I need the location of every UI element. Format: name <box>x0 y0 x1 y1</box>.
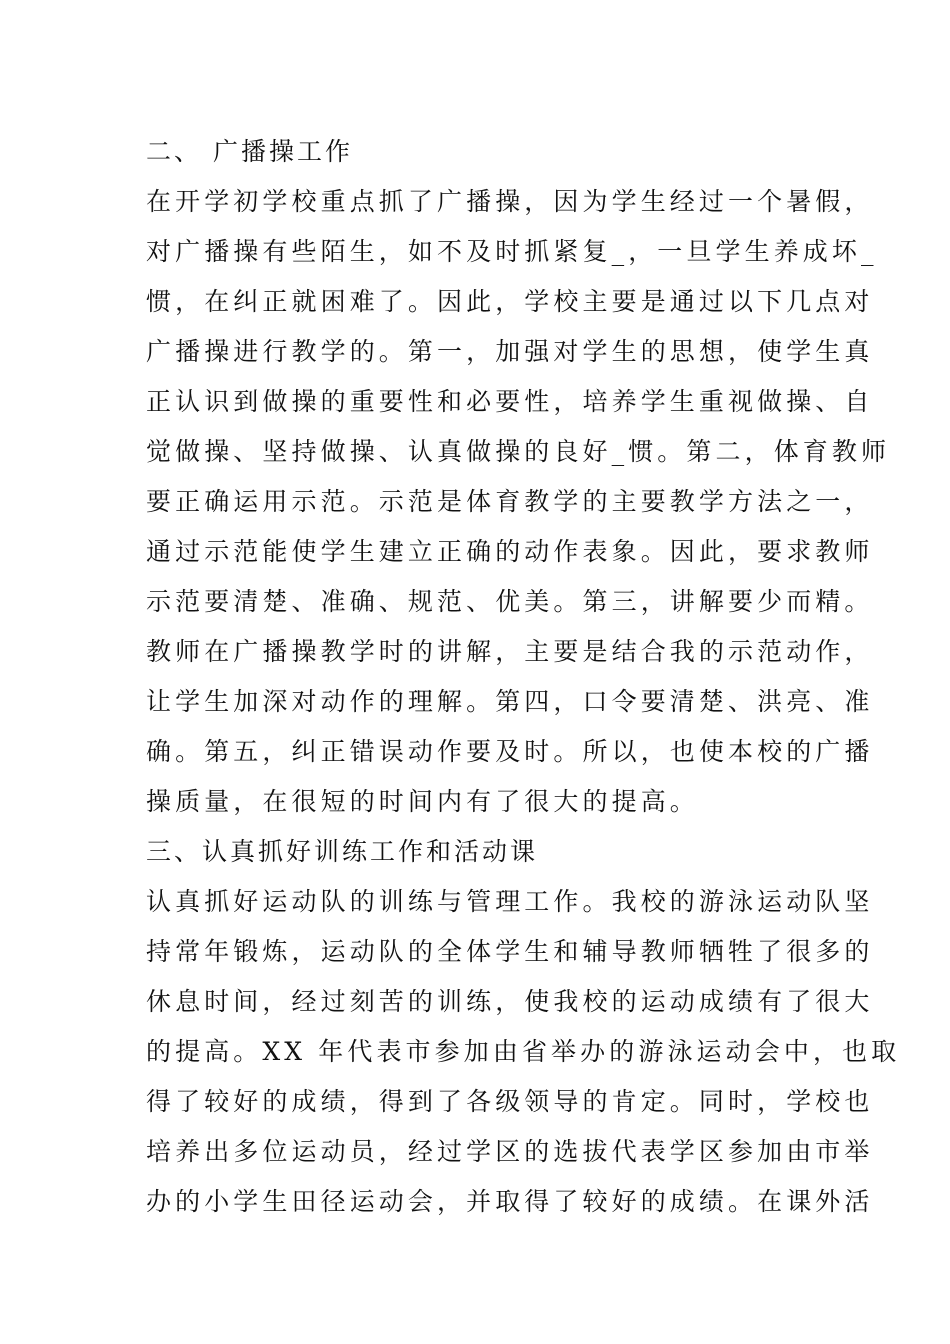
paragraph-line: 通过示范能使学生建立正确的动作表象。因此，要求教师 <box>146 537 874 566</box>
paragraph-line: 教师在广播操教学时的讲解，主要是结合我的示范动作， <box>146 637 874 666</box>
paragraph-line: 正认识到做操的重要性和必要性，培养学生重视做操、自 <box>146 387 874 416</box>
paragraph-line: 办的小学生田径运动会，并取得了较好的成绩。在课外活 <box>146 1187 874 1216</box>
paragraph-line: 要正确运用示范。示范是体育教学的主要教学方法之一， <box>146 487 874 516</box>
paragraph-line: 认真抓好运动队的训练与管理工作。我校的游泳运动队坚 <box>146 887 874 916</box>
section-heading-training: 三、认真抓好训练工作和活动课 <box>146 837 539 866</box>
paragraph-line: 确。第五，纠正错误动作要及时。所以，也使本校的广播 <box>146 737 874 766</box>
paragraph-line: 得了较好的成绩，得到了各级领导的肯定。同时，学校也 <box>146 1087 874 1116</box>
paragraph-line: 示范要清楚、准确、规范、优美。第三，讲解要少而精。 <box>146 587 874 616</box>
paragraph-line: 觉做操、坚持做操、认真做操的良好_惯。第二，体育教师 <box>146 437 891 466</box>
paragraph-line: 休息时间，经过刻苦的训练，使我校的运动成绩有了很大 <box>146 987 874 1016</box>
paragraph-line: 惯，在纠正就困难了。因此，学校主要是通过以下几点对 <box>146 287 874 316</box>
section-heading-broadcast-exercise: 二、 广播操工作 <box>146 137 353 166</box>
paragraph-line: 对广播操有些陌生，如不及时抓紧复_，一旦学生养成坏_ <box>146 237 878 266</box>
paragraph-line: 操质量，在很短的时间内有了很大的提高。 <box>146 787 699 816</box>
paragraph-line: 培养出多位运动员，经过学区的选拔代表学区参加由市举 <box>146 1137 874 1166</box>
paragraph-line: 持常年锻炼，运动队的全体学生和辅导教师牺牲了很多的 <box>146 937 874 966</box>
paragraph-line: 的提高。XX 年代表市参加由省举办的游泳运动会中，也取 <box>146 1037 901 1066</box>
paragraph-line: 广播操进行教学的。第一，加强对学生的思想，使学生真 <box>146 337 874 366</box>
paragraph-line: 让学生加深对动作的理解。第四，口令要清楚、洪亮、准 <box>146 687 874 716</box>
paragraph-line: 在开学初学校重点抓了广播操，因为学生经过一个暑假， <box>146 187 874 216</box>
